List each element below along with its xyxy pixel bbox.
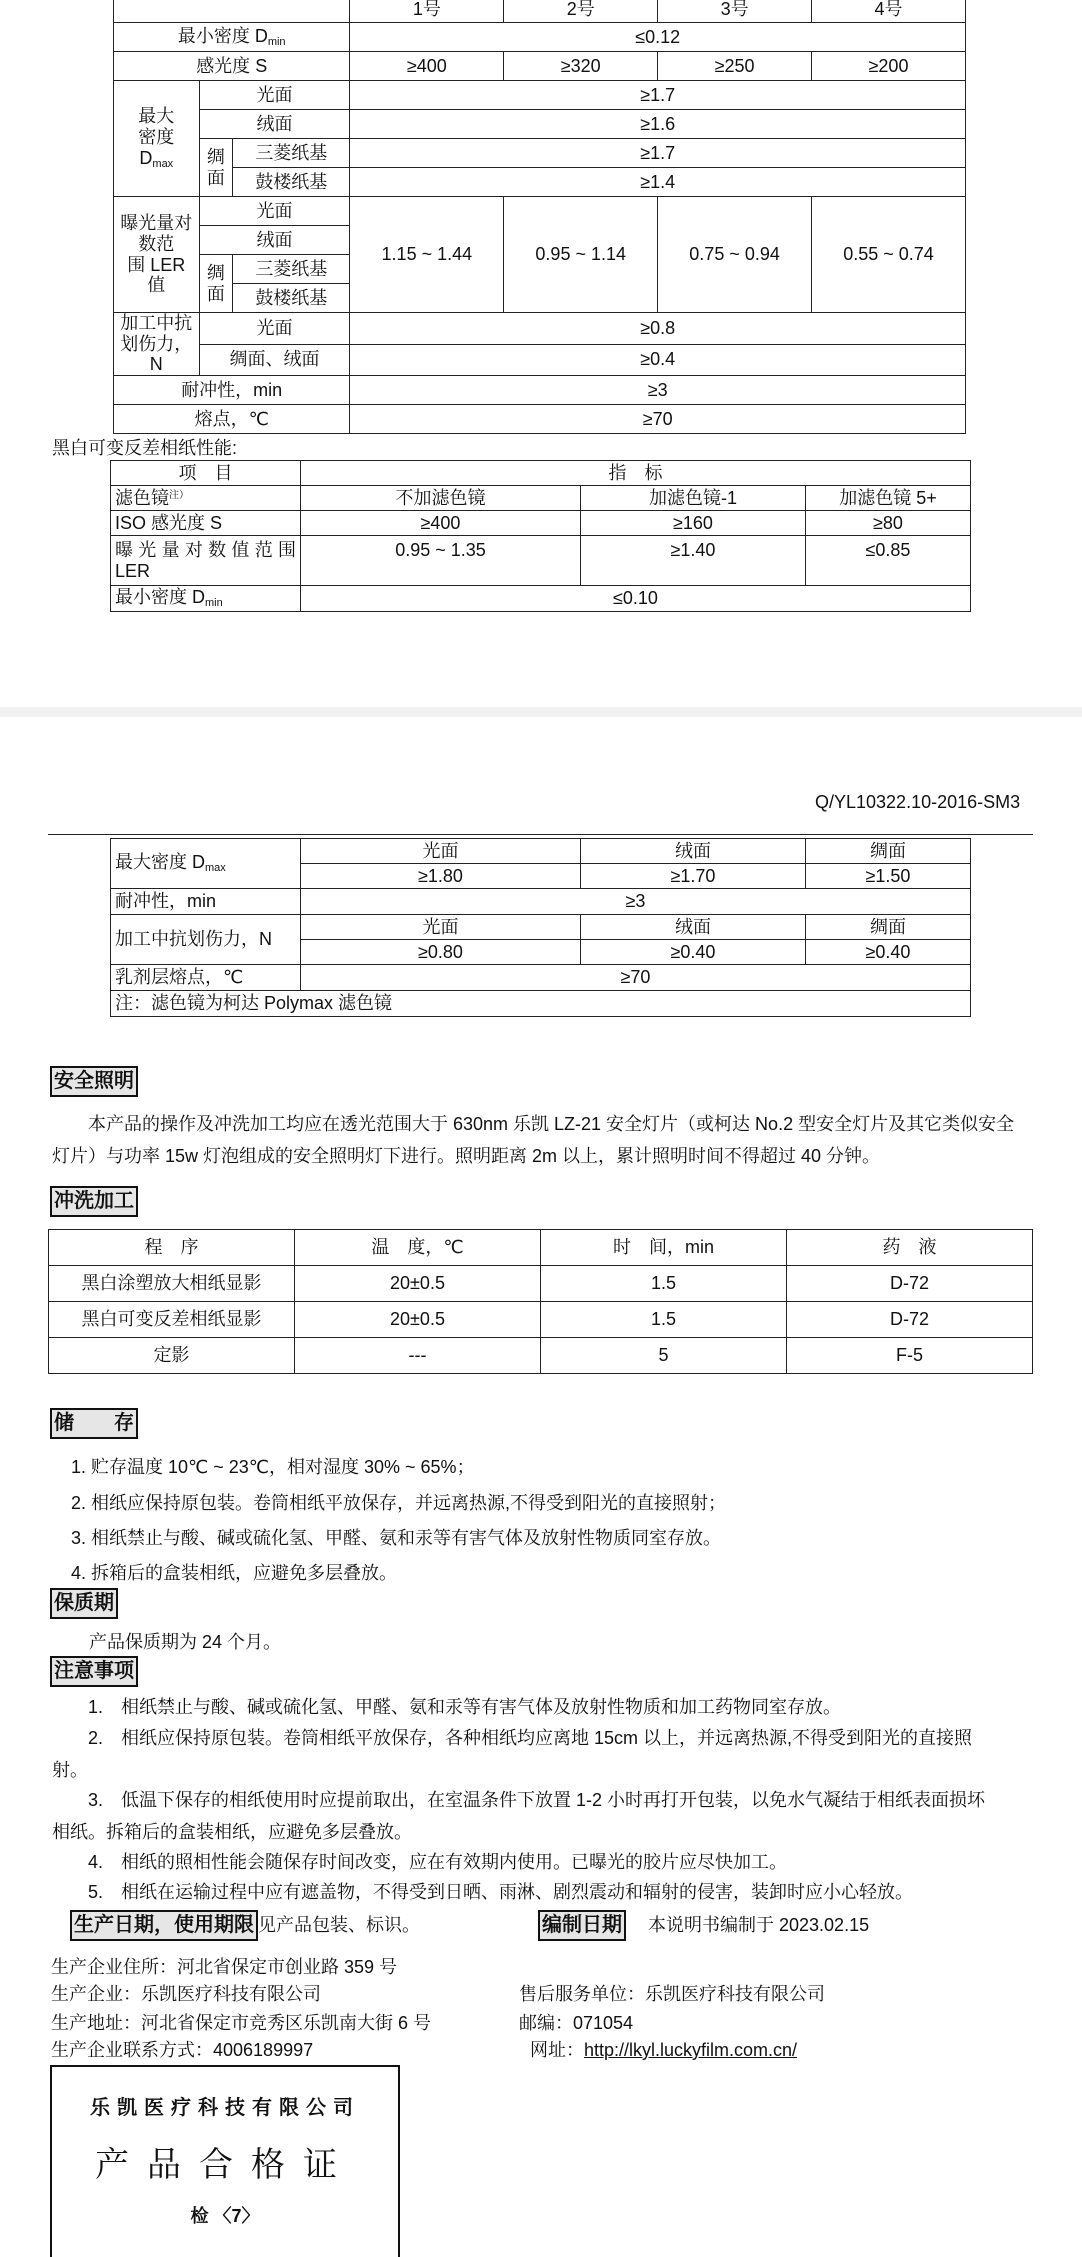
header-rule bbox=[48, 834, 1033, 835]
melt-label: 熔点，℃ bbox=[114, 405, 350, 434]
edit-date-text: 本说明书编制于 2023.02.15 bbox=[648, 1915, 870, 1935]
contact-phone: 生产企业联系方式：4006189997 bbox=[51, 2040, 314, 2060]
scratch-2: ≥0.40 bbox=[581, 940, 806, 965]
ler-velvet-label: 绒面 bbox=[199, 226, 350, 255]
date-title: 生产日期，使用期限 bbox=[70, 1910, 258, 1941]
scratch-surface-glossy: 光面 bbox=[301, 915, 581, 940]
notes-item: 1. 相纸禁止与酸、碱或硫化氢、甲醛、氨和汞等有害气体及放射性物质和加工药物同室存放。 bbox=[88, 1697, 842, 1717]
wash-value: ≥3 bbox=[301, 889, 971, 915]
doc-code: Q/YL10322.10-2016-SM3 bbox=[815, 792, 1021, 812]
grade-2: 2号 bbox=[504, 0, 658, 23]
dmax-2: ≥1.70 bbox=[581, 864, 806, 889]
table-row-cell: F-5 bbox=[787, 1338, 1033, 1374]
safety-text: 本产品的操作及冲洗加工均应在透光范围大于 630nm 乐凯 LZ-21 安全灯片（或柯达 No.2 型安全灯片及其它类似安全灯片）与功率 15w 灯泡组成的安全照明灯下进行。照明距离 2m 以上，累计照明时间不得超过 40 分钟。 bbox=[52, 1114, 1015, 1166]
table-row-cell: 定影 bbox=[49, 1338, 295, 1374]
ler-3: 0.75 ~ 0.94 bbox=[658, 197, 812, 313]
dmax-velvet-value: ≥1.6 bbox=[350, 110, 966, 139]
filter-note: 注：滤色镜为柯达 Polymax 滤色镜 bbox=[111, 991, 971, 1017]
dmax-1: ≥1.80 bbox=[301, 864, 581, 889]
edit-date-title: 编制日期 bbox=[538, 1910, 626, 1941]
shelf-text: 产品保质期为 24 个月。 bbox=[89, 1632, 282, 1652]
date-text: 见产品包装、标识。 bbox=[258, 1915, 420, 1935]
storage-item: 1. 贮存温度 10℃ ~ 23℃，相对湿度 30% ~ 65%； bbox=[71, 1457, 475, 1477]
scratch-glossy-label: 光面 bbox=[199, 313, 350, 345]
cert-check: 检 〈7〉 bbox=[190, 2206, 260, 2226]
iso-3: ≥80 bbox=[806, 511, 971, 536]
process-header-chem: 药 液 bbox=[787, 1230, 1033, 1266]
cert-title: 产品合格证 bbox=[95, 2146, 355, 2184]
filter-label: 滤色镜$^{注)}$ bbox=[111, 486, 301, 511]
vc-paper-title: 黑白可变反差相纸性能: bbox=[52, 438, 237, 458]
scratch-surface-velvet: 绒面 bbox=[581, 915, 806, 940]
service-company: 售后服务单位：乐凯医疗科技有限公司 bbox=[519, 1984, 825, 2004]
surface-velvet: 绒面 bbox=[581, 839, 806, 864]
notes-item: 3. 低温下保存的相纸使用时应提前取出，在室温条件下放置 1-2 小时再打开包装，以免水气凝结于相纸表面损坏相纸。拆箱后的盒装相纸，应避免多层叠放。 bbox=[52, 1790, 986, 1842]
scratch-label: 加工中抗 划伤力，N bbox=[114, 313, 200, 376]
table-row-cell: D-72 bbox=[787, 1266, 1033, 1302]
melt-value: ≥70 bbox=[350, 405, 966, 434]
scratch-glossy-value: ≥0.8 bbox=[350, 313, 966, 345]
table-row-cell: 1.5 bbox=[541, 1266, 787, 1302]
grade-1: 1号 bbox=[350, 0, 504, 23]
ler-4: 0.55 ~ 0.74 bbox=[812, 197, 966, 313]
grade-4: 4号 bbox=[812, 0, 966, 23]
notes-title: 注意事项 bbox=[50, 1656, 138, 1687]
company-address: 生产企业住所：河北省保定市创业路 359 号 bbox=[51, 1957, 398, 1977]
speed-1: ≥400 bbox=[350, 52, 504, 81]
quality-certificate bbox=[50, 2065, 400, 2257]
ler-1: 0.95 ~ 1.35 bbox=[301, 536, 581, 586]
scratch-label: 加工中抗划伤力，N bbox=[111, 915, 301, 965]
header-blank bbox=[114, 0, 350, 23]
dmin-label: 最小密度 $D_{min}$ bbox=[111, 586, 301, 612]
page-gap bbox=[0, 707, 1082, 717]
ler-glossy-label: 光面 bbox=[199, 197, 350, 226]
website-link[interactable]: http://lkyl.luckyfilm.com.cn/ bbox=[584, 2040, 798, 2060]
speed-4: ≥200 bbox=[812, 52, 966, 81]
ler-label: 曝光量对 数范 围 LER 值 bbox=[114, 197, 200, 313]
dmin-value: ≤0.12 bbox=[350, 23, 966, 52]
wash-label: 耐冲性，min bbox=[111, 889, 301, 915]
process-table bbox=[48, 1229, 1033, 1374]
melt-value: ≥70 bbox=[301, 965, 971, 991]
dmax-velvet-label: 绒面 bbox=[199, 110, 350, 139]
scratch-1: ≥0.80 bbox=[301, 940, 581, 965]
vc-paper-table bbox=[110, 460, 971, 612]
scratch-3: ≥0.40 bbox=[806, 940, 971, 965]
notes-item: 4. 相纸的照相性能会随保存时间改变，应在有效期内使用。已曝光的胶片应尽快加工。 bbox=[88, 1852, 788, 1872]
dmax-label: 最大 密度 $D_{max}$ bbox=[114, 81, 200, 197]
scratch-other-label: 绸面、绒面 bbox=[199, 344, 350, 376]
filter-5plus: 加滤色镜 5+ bbox=[806, 486, 971, 511]
process-header-step: 程 序 bbox=[49, 1230, 295, 1266]
dmax-gulou-label: 鼓楼纸基 bbox=[233, 168, 350, 197]
iso-label: ISO 感光度 S bbox=[111, 511, 301, 536]
wash-value: ≥3 bbox=[350, 376, 966, 405]
storage-title: 储 存 bbox=[50, 1408, 138, 1439]
dmax-label: 最大密度 $D_{max}$ bbox=[111, 839, 301, 889]
dmax-glossy-value: ≥1.7 bbox=[350, 81, 966, 110]
dmin-value: ≤0.10 bbox=[301, 586, 971, 612]
process-header-time: 时 间，min bbox=[541, 1230, 787, 1266]
storage-item: 4. 拆箱后的盒装相纸，应避免多层叠放。 bbox=[71, 1563, 398, 1583]
dmax-glossy-label: 光面 bbox=[199, 81, 350, 110]
factory-address: 生产地址：河北省保定市竞秀区乐凯南大街 6 号 bbox=[51, 2013, 432, 2033]
iso-2: ≥160 bbox=[581, 511, 806, 536]
storage-item: 3. 相纸禁止与酸、碱或硫化氢、甲醛、氨和汞等有害气体及放射性物质同室存放。 bbox=[71, 1528, 722, 1548]
website-label: 网址： bbox=[530, 2040, 584, 2060]
table-row-cell: 5 bbox=[541, 1338, 787, 1374]
melt-label: 乳剂层熔点，℃ bbox=[111, 965, 301, 991]
storage-item: 2. 相纸应保持原包装。卷筒相纸平放保存，并远离热源,不得受到阳光的直接照射； bbox=[71, 1493, 727, 1513]
table-row-cell: D-72 bbox=[787, 1302, 1033, 1338]
ler-label: 曝 光 量 对 数 值 范 围 LER bbox=[111, 536, 301, 586]
ler-silk-label: 绸 面 bbox=[199, 255, 233, 313]
notes-item: 5. 相纸在运输过程中应有遮盖物，不得受到日晒、雨淋、剧烈震动和辐射的侵害，装卸时应小心轻放。 bbox=[88, 1882, 914, 1902]
table-row-cell: 黑白涂塑放大相纸显影 bbox=[49, 1266, 295, 1302]
dmax-mitsubishi-label: 三菱纸基 bbox=[233, 139, 350, 168]
ler-2: ≥1.40 bbox=[581, 536, 806, 586]
speed-2: ≥320 bbox=[504, 52, 658, 81]
dmax-mitsubishi-value: ≥1.7 bbox=[350, 139, 966, 168]
wash-label: 耐冲性，min bbox=[114, 376, 350, 405]
filter-1: 加滤色镜-1 bbox=[581, 486, 806, 511]
speed-3: ≥250 bbox=[658, 52, 812, 81]
table-row-cell: --- bbox=[295, 1338, 541, 1374]
postcode: 邮编：071054 bbox=[519, 2013, 634, 2033]
dmax-3: ≥1.50 bbox=[806, 864, 971, 889]
table-row-cell: 1.5 bbox=[541, 1302, 787, 1338]
paper-spec-table bbox=[113, 0, 966, 434]
dmax-gulou-value: ≥1.4 bbox=[350, 168, 966, 197]
notes-item: 2. 相纸应保持原包装。卷筒相纸平放保存，各种相纸均应离地 15cm 以上，并远离热源,不得受到阳光的直接照射。 bbox=[52, 1728, 973, 1780]
index-header: 指 标 bbox=[301, 461, 971, 486]
vc-paper-table-cont bbox=[110, 838, 971, 1017]
speed-label: 感光度 S bbox=[114, 52, 350, 81]
filter-none: 不加滤色镜 bbox=[301, 486, 581, 511]
surface-glossy: 光面 bbox=[301, 839, 581, 864]
ler-3: ≤0.85 bbox=[806, 536, 971, 586]
iso-1: ≥400 bbox=[301, 511, 581, 536]
shelf-title: 保质期 bbox=[50, 1588, 118, 1619]
scratch-other-value: ≥0.4 bbox=[350, 344, 966, 376]
ler-gulou-label: 鼓楼纸基 bbox=[233, 284, 350, 313]
table-row-cell: 20±0.5 bbox=[295, 1266, 541, 1302]
surface-silk: 绸面 bbox=[806, 839, 971, 864]
ler-1: 1.15 ~ 1.44 bbox=[350, 197, 504, 313]
ler-2: 0.95 ~ 1.14 bbox=[504, 197, 658, 313]
dmax-silk-label: 绸 面 bbox=[199, 139, 233, 197]
grade-3: 3号 bbox=[658, 0, 812, 23]
table-row-cell: 黑白可变反差相纸显影 bbox=[49, 1302, 295, 1338]
process-header-temp: 温 度，℃ bbox=[295, 1230, 541, 1266]
cert-company: 乐凯医疗科技有限公司 bbox=[90, 2097, 360, 2119]
table-row-cell: 20±0.5 bbox=[295, 1302, 541, 1338]
safety-title: 安全照明 bbox=[50, 1066, 138, 1097]
scratch-surface-silk: 绸面 bbox=[806, 915, 971, 940]
item-header: 项 目 bbox=[111, 461, 301, 486]
company-name: 生产企业：乐凯医疗科技有限公司 bbox=[51, 1984, 321, 2004]
dmin-label: 最小密度 $D_{min}$ bbox=[114, 23, 350, 52]
process-title: 冲洗加工 bbox=[50, 1186, 138, 1217]
ler-mitsubishi-label: 三菱纸基 bbox=[233, 255, 350, 284]
